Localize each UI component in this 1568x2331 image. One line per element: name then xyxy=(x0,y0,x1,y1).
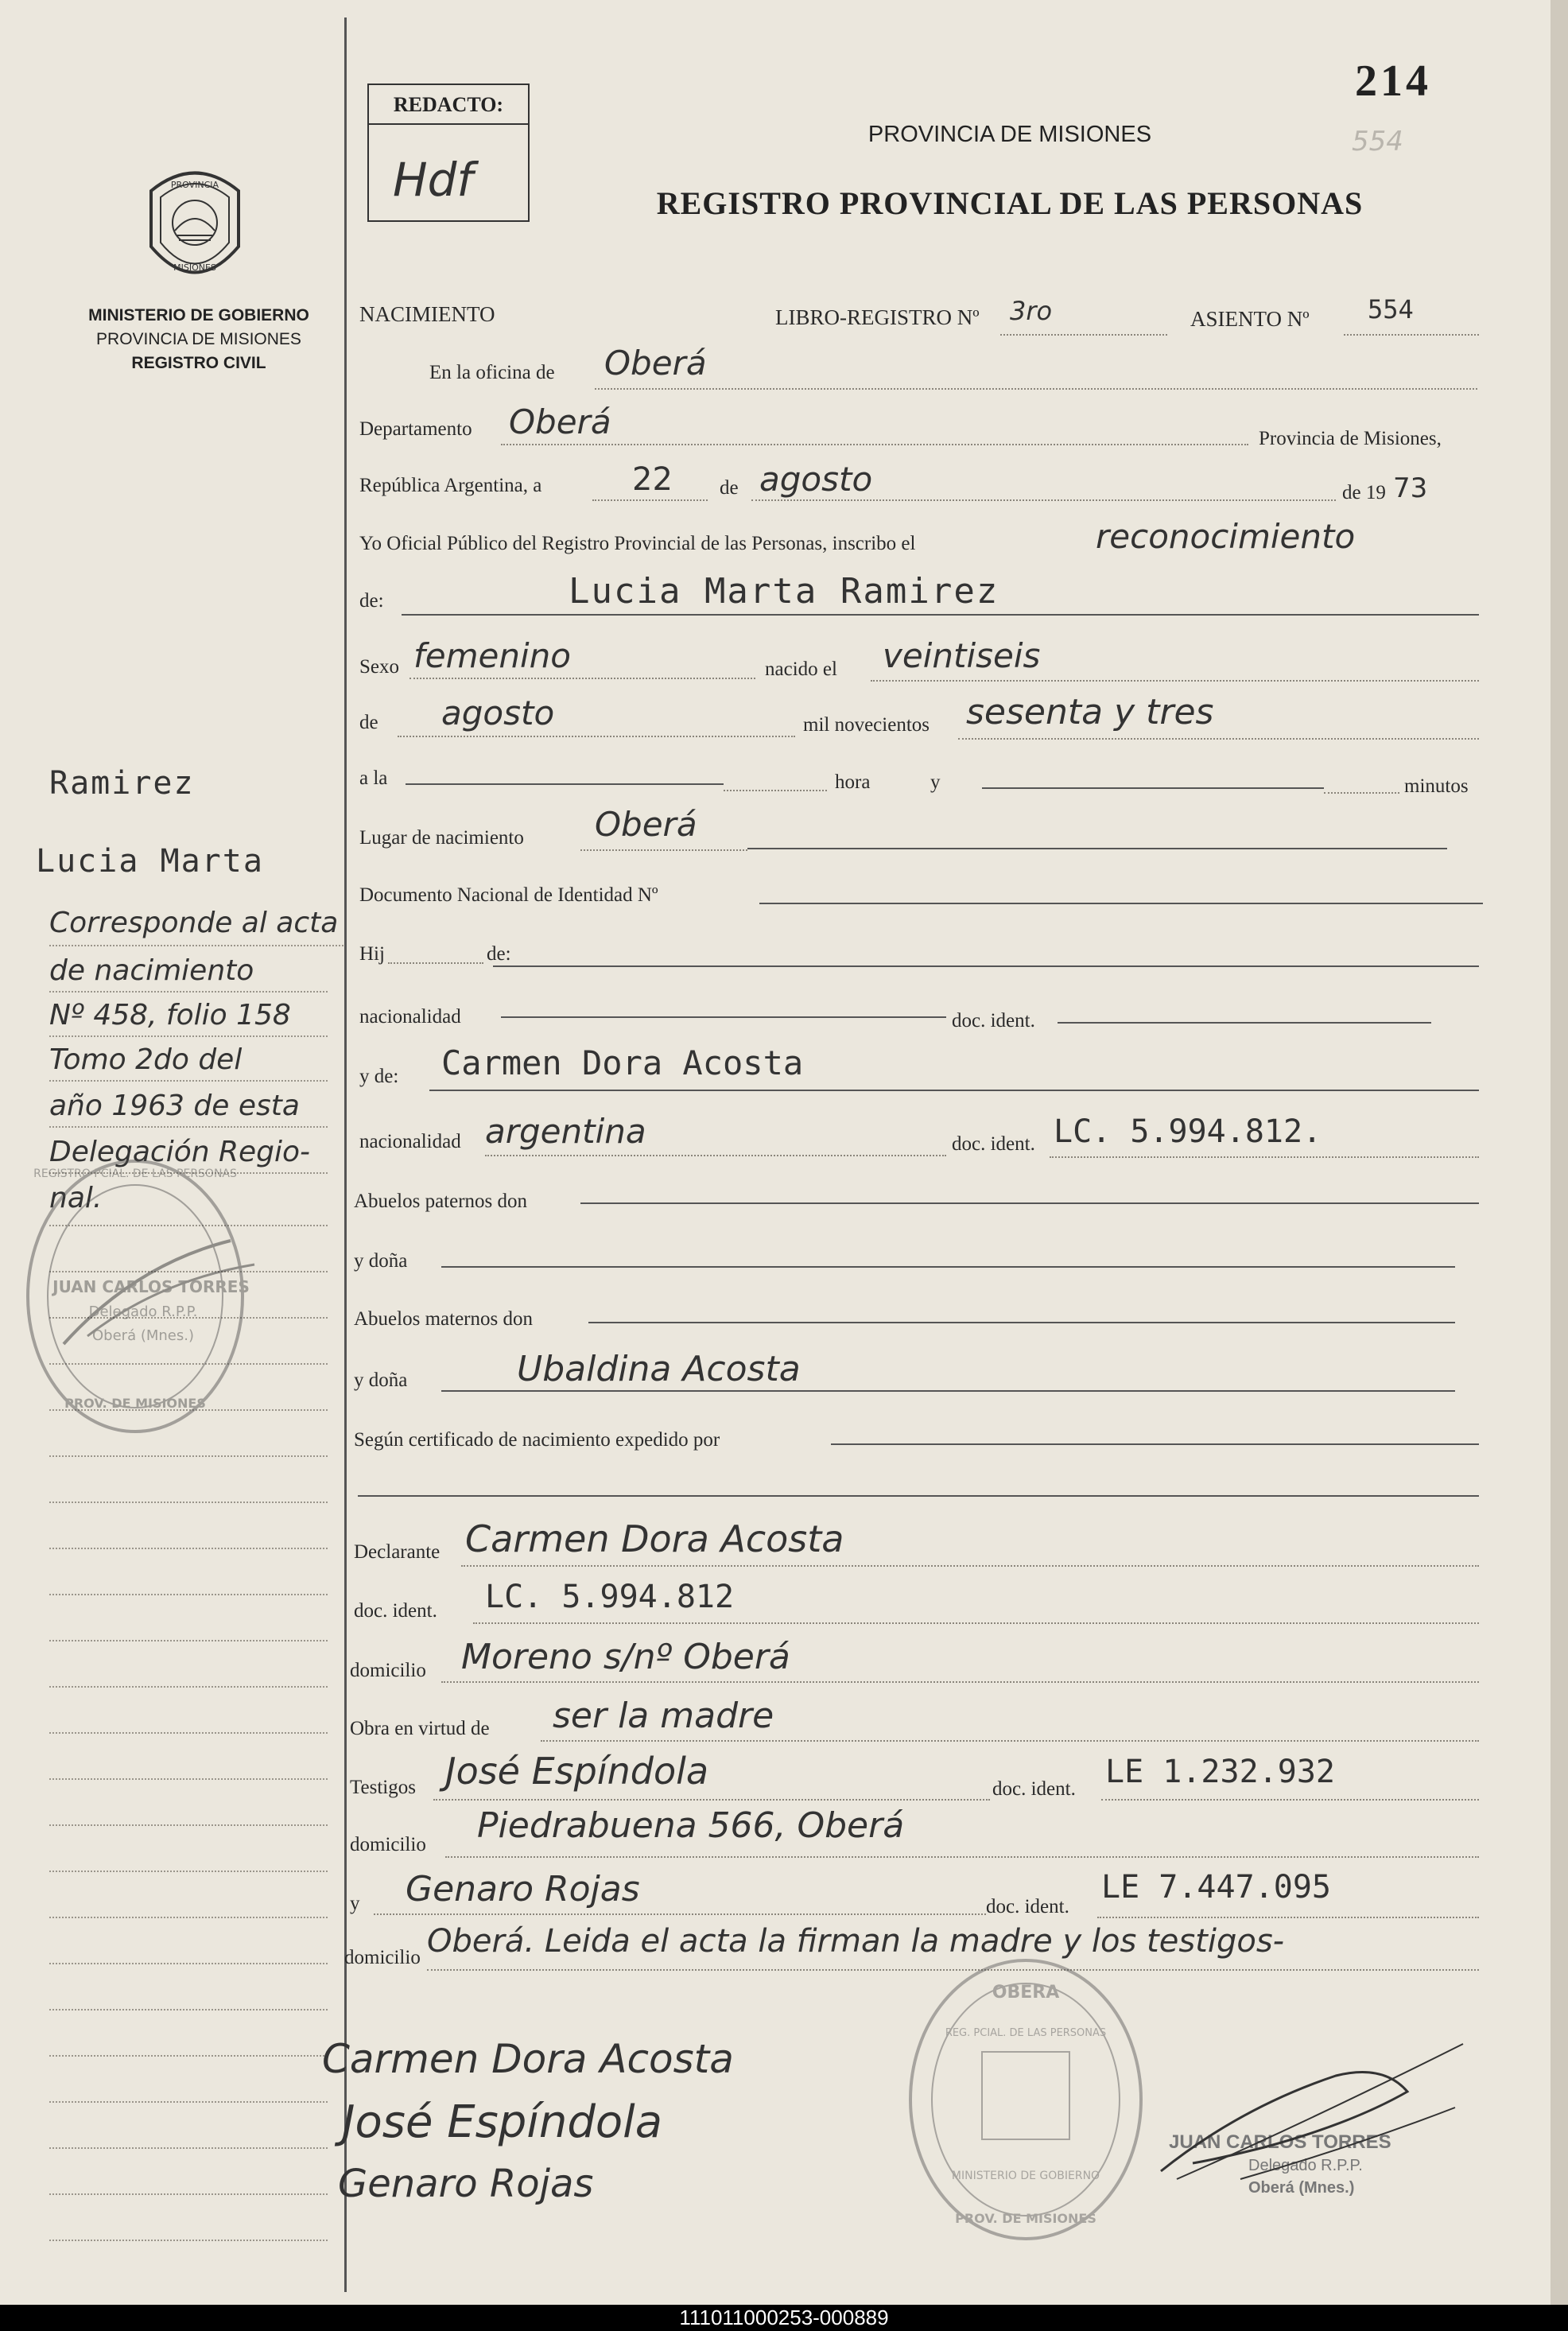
margin-note-line: Tomo 2do del xyxy=(49,1043,243,1076)
republica-label: República Argentina, a xyxy=(359,475,542,496)
hij-de-label: de: xyxy=(487,943,511,965)
fill-line xyxy=(592,499,708,501)
testigos-label: Testigos xyxy=(350,1777,416,1798)
certificate-line xyxy=(831,1443,1479,1445)
province-header: PROVINCIA DE MISIONES xyxy=(867,122,1152,147)
registry-header: REGISTRO PROVINCIAL DE LAS PERSONAS xyxy=(656,185,1364,221)
margin-ruled-line xyxy=(49,1455,328,1457)
sexo-value: femenino xyxy=(413,636,571,675)
fill-line xyxy=(580,849,747,851)
oficina-label: En la oficina de xyxy=(429,362,555,383)
margin-ruled-line xyxy=(49,2193,328,2195)
signature-mother: Carmen Dora Acosta xyxy=(322,2036,734,2082)
fill-line xyxy=(473,1622,1479,1624)
declarante-value: Carmen Dora Acosta xyxy=(465,1517,844,1560)
margin-ruled-line xyxy=(49,1686,328,1688)
margin-ruled-line xyxy=(49,1824,328,1826)
page-number-faint: 554 xyxy=(1352,126,1403,157)
docident5-label: doc. ident. xyxy=(986,1896,1069,1917)
provincial-seal xyxy=(143,159,246,298)
nationality-line xyxy=(501,1016,946,1018)
month-value: agosto xyxy=(759,460,873,499)
domicilio-value: Moreno s/nº Oberá xyxy=(461,1637,790,1677)
margin-ruled-line xyxy=(49,2009,328,2010)
fill-line xyxy=(541,1740,1479,1742)
archive-footer xyxy=(0,2305,1568,2331)
right-stamp-role: Delegado R.P.P. xyxy=(1248,2157,1363,2174)
fill-line xyxy=(1000,334,1167,336)
year-label: de 19 xyxy=(1342,482,1386,503)
ministry-block xyxy=(48,304,350,375)
page-number: 214 xyxy=(1355,56,1431,106)
archive-reference: 111011000253-000889 xyxy=(679,2306,889,2329)
seal-bottom-text: MISIONES xyxy=(173,262,216,273)
sexo-label: Sexo xyxy=(359,656,399,678)
margin-ruled-line xyxy=(49,1917,328,1918)
fill-line xyxy=(445,1856,1479,1858)
testigo2-doc-value: LE 7.447.095 xyxy=(1101,1869,1331,1906)
mil-label: mil novecientos xyxy=(803,714,930,736)
margin-underline xyxy=(49,1035,328,1037)
official-stamp-right xyxy=(895,1948,1157,2255)
provincia-label: Provincia de Misiones, xyxy=(1259,428,1442,449)
margin-ruled-line xyxy=(49,2147,328,2149)
fill-line xyxy=(595,388,1477,390)
domicilio2-label: domicilio xyxy=(350,1834,426,1855)
hij-label: Hij xyxy=(359,943,385,965)
redacto-label: REDACTO: xyxy=(393,93,504,116)
fill-line xyxy=(751,499,1336,501)
libro-registro-label: LIBRO-REGISTRO Nº xyxy=(775,305,980,329)
margin-note-line: nal. xyxy=(49,1182,103,1214)
fill-line xyxy=(433,1799,990,1801)
testigo2-value: Genaro Rojas xyxy=(406,1869,640,1909)
fill-line xyxy=(724,790,827,791)
margin-ruled-line xyxy=(49,1963,328,1964)
page-edge xyxy=(1551,0,1568,2305)
margin-note-line: de nacimiento xyxy=(49,954,254,987)
right-stamp-ministry-text: MINISTERIO DE GOBIERNO xyxy=(951,2170,1100,2182)
ministry-line-3: REGISTRO CIVIL xyxy=(131,354,266,372)
name-line xyxy=(402,614,1479,616)
name-label: de: xyxy=(359,590,384,612)
official-stamp-left xyxy=(16,1145,270,1451)
fill-line xyxy=(1101,1799,1479,1801)
declarante-doc-value: LC. 5.994.812 xyxy=(485,1579,735,1615)
ministry-line-2: PROVINCIA DE MISIONES xyxy=(96,330,301,348)
margin-note-line: Nº 458, folio 158 xyxy=(49,999,291,1031)
left-stamp-arc-text: REGISTRO PCIAL. DE LAS PERSONAS xyxy=(33,1167,237,1180)
fill-line xyxy=(501,444,1248,445)
fill-line xyxy=(398,736,795,737)
margin-given-name: Lucia Marta xyxy=(36,843,264,880)
right-stamp-bottom-text: PROV. DE MISIONES xyxy=(955,2211,1096,2226)
abuelos-maternos-label: Abuelos maternos don xyxy=(354,1308,533,1330)
right-stamp-name: JUAN CARLOS TORRES xyxy=(1169,2131,1391,2153)
libro-registro-value: 3ro xyxy=(1010,296,1053,326)
obra-value: ser la madre xyxy=(553,1696,774,1736)
redacto-initials: Hdf xyxy=(393,153,473,207)
fill-line xyxy=(409,678,755,679)
docident4-label: doc. ident. xyxy=(992,1778,1076,1800)
lugar-value: Oberá xyxy=(595,805,697,844)
docident2-label: doc. ident. xyxy=(952,1133,1035,1155)
domicilio-label: domicilio xyxy=(350,1660,426,1681)
minutes-line xyxy=(982,787,1324,789)
segun-label: Según certificado de nacimiento expedido por xyxy=(354,1429,720,1451)
left-stamp-place: Oberá (Mnes.) xyxy=(92,1327,194,1344)
signature-witness-1: José Espíndola xyxy=(342,2096,663,2148)
margin-underline xyxy=(49,1126,328,1128)
margin-note-line: Corresponde al acta xyxy=(49,907,339,939)
lugar-label: Lugar de nacimiento xyxy=(359,827,524,849)
y2-label: y xyxy=(350,1893,360,1914)
margin-underline xyxy=(49,945,343,946)
minutos-label: minutos xyxy=(1404,775,1469,797)
testigo1-value: José Espíndola xyxy=(445,1750,709,1793)
paternal-grandfather-line xyxy=(580,1202,1479,1204)
margin-ruled-line xyxy=(49,2055,328,2057)
docident-label: doc. ident. xyxy=(952,1010,1035,1031)
margin-ruled-line xyxy=(49,1732,328,1734)
mother-doc-value: LC. 5.994.812. xyxy=(1054,1113,1322,1150)
paternal-grandmother-line xyxy=(441,1266,1455,1268)
docident-line xyxy=(1058,1022,1431,1024)
declarante-label: Declarante xyxy=(354,1541,441,1563)
testigo1-address-value: Piedrabuena 566, Oberá xyxy=(477,1805,905,1846)
child-name-value: Lucia Marta Ramirez xyxy=(569,571,999,612)
fill-line xyxy=(1344,334,1479,336)
departamento-value: Oberá xyxy=(509,402,611,441)
dni-line xyxy=(759,903,1483,904)
margin-underline xyxy=(49,991,328,993)
mother-name-value: Carmen Dora Acosta xyxy=(441,1043,804,1082)
fill-line xyxy=(871,680,1479,682)
fill-line xyxy=(485,1155,946,1156)
birth-month-value: agosto xyxy=(441,693,555,732)
nacido-label: nacido el xyxy=(765,659,837,680)
docident3-label: doc. ident. xyxy=(354,1600,437,1622)
margin-ruled-line xyxy=(49,1594,328,1595)
ala-label: a la xyxy=(359,767,388,789)
right-stamp-top-text: OBERA xyxy=(992,1983,1060,2003)
record-type-label: NACIMIENTO xyxy=(359,302,495,326)
birth-year-words-value: sesenta y tres xyxy=(966,692,1214,732)
nacionalidad-label: nacionalidad xyxy=(359,1006,461,1028)
right-stamp-place: Oberá (Mnes.) xyxy=(1248,2179,1355,2197)
margin-note-line: año 1963 de esta xyxy=(49,1090,300,1122)
right-stamp-arc-text: REG. PCIAL. DE LAS PERSONAS xyxy=(945,2027,1107,2039)
de2-label: de xyxy=(359,712,378,733)
left-stamp-role: Delegado R.P.P. xyxy=(88,1303,198,1320)
seal-top-text: PROVINCIA xyxy=(170,180,219,190)
margin-note-line: Delegación Regio- xyxy=(49,1136,311,1168)
y-label: y xyxy=(930,771,941,793)
fill-line xyxy=(388,962,483,964)
fill-line xyxy=(1050,1156,1479,1158)
domicilio3-label: domicilio xyxy=(344,1947,421,1968)
lugar-line xyxy=(747,848,1447,849)
de-label: de xyxy=(720,477,739,499)
margin-ruled-line xyxy=(49,1502,328,1503)
nacionalidad2-label: nacionalidad xyxy=(359,1131,461,1152)
margin-surname: Ramirez xyxy=(49,765,195,802)
left-stamp-bottom-text: PROV. DE MISIONES xyxy=(64,1396,206,1411)
abuelos-paternos-label: Abuelos paternos don xyxy=(354,1191,528,1212)
nacido-value: veintiseis xyxy=(883,636,1041,675)
mother-line xyxy=(429,1090,1479,1091)
obra-label: Obra en virtud de xyxy=(350,1718,490,1739)
margin-ruled-line xyxy=(49,1640,328,1641)
father-line xyxy=(493,965,1479,967)
fill-line xyxy=(1324,792,1399,794)
margin-ruled-line xyxy=(49,1548,328,1549)
fill-line xyxy=(441,1681,1479,1683)
redacto-divider xyxy=(369,123,528,125)
margin-ruled-line xyxy=(49,1778,328,1780)
maternal-grandmother-line xyxy=(441,1390,1455,1392)
asiento-label: ASIENTO Nº xyxy=(1190,307,1310,331)
mother-nationality-value: argentina xyxy=(485,1112,646,1151)
act-type-value: reconocimiento xyxy=(1096,517,1356,556)
departamento-label: Departamento xyxy=(359,418,472,440)
ydona1-label: y doña xyxy=(354,1250,408,1272)
left-stamp-name: JUAN CARLOS TORRES xyxy=(52,1277,250,1296)
day-value: 22 xyxy=(632,461,673,498)
testigo1-doc-value: LE 1.232.932 xyxy=(1105,1754,1335,1790)
maternal-grandfather-line xyxy=(588,1322,1455,1323)
dni-label: Documento Nacional de Identidad Nº xyxy=(359,884,658,906)
asiento-value: 554 xyxy=(1368,294,1414,324)
ymother-label: y de: xyxy=(359,1066,399,1087)
ministry-line-1: MINISTERIO DE GOBIERNO xyxy=(88,306,309,324)
margin-ruled-line xyxy=(49,2240,328,2241)
fill-line xyxy=(461,1565,1479,1567)
signature-witness-2: Genaro Rojas xyxy=(338,2162,594,2206)
redacto-box xyxy=(367,84,530,222)
closing-statement-value: Oberá. Leida el acta la firman la madre y los testigos- xyxy=(427,1923,1285,1960)
margin-underline xyxy=(49,1080,328,1082)
oficina-value: Oberá xyxy=(604,344,707,383)
maternal-grandmother-value: Ubaldina Acosta xyxy=(517,1349,801,1389)
hour-line xyxy=(406,783,724,785)
year-value: 73 xyxy=(1393,472,1428,504)
certificate-line-2 xyxy=(358,1495,1479,1497)
margin-ruled-line xyxy=(49,2101,328,2103)
oficial-label: Yo Oficial Público del Registro Provincial de las Personas, inscribo el xyxy=(359,533,916,554)
margin-ruled-line xyxy=(49,1871,328,1872)
ydona2-label: y doña xyxy=(354,1369,408,1391)
fill-line xyxy=(958,738,1479,740)
hora-label: hora xyxy=(835,771,871,793)
fill-line xyxy=(374,1913,986,1915)
fill-line xyxy=(1097,1917,1479,1918)
official-signature-right xyxy=(1145,1988,1479,2195)
